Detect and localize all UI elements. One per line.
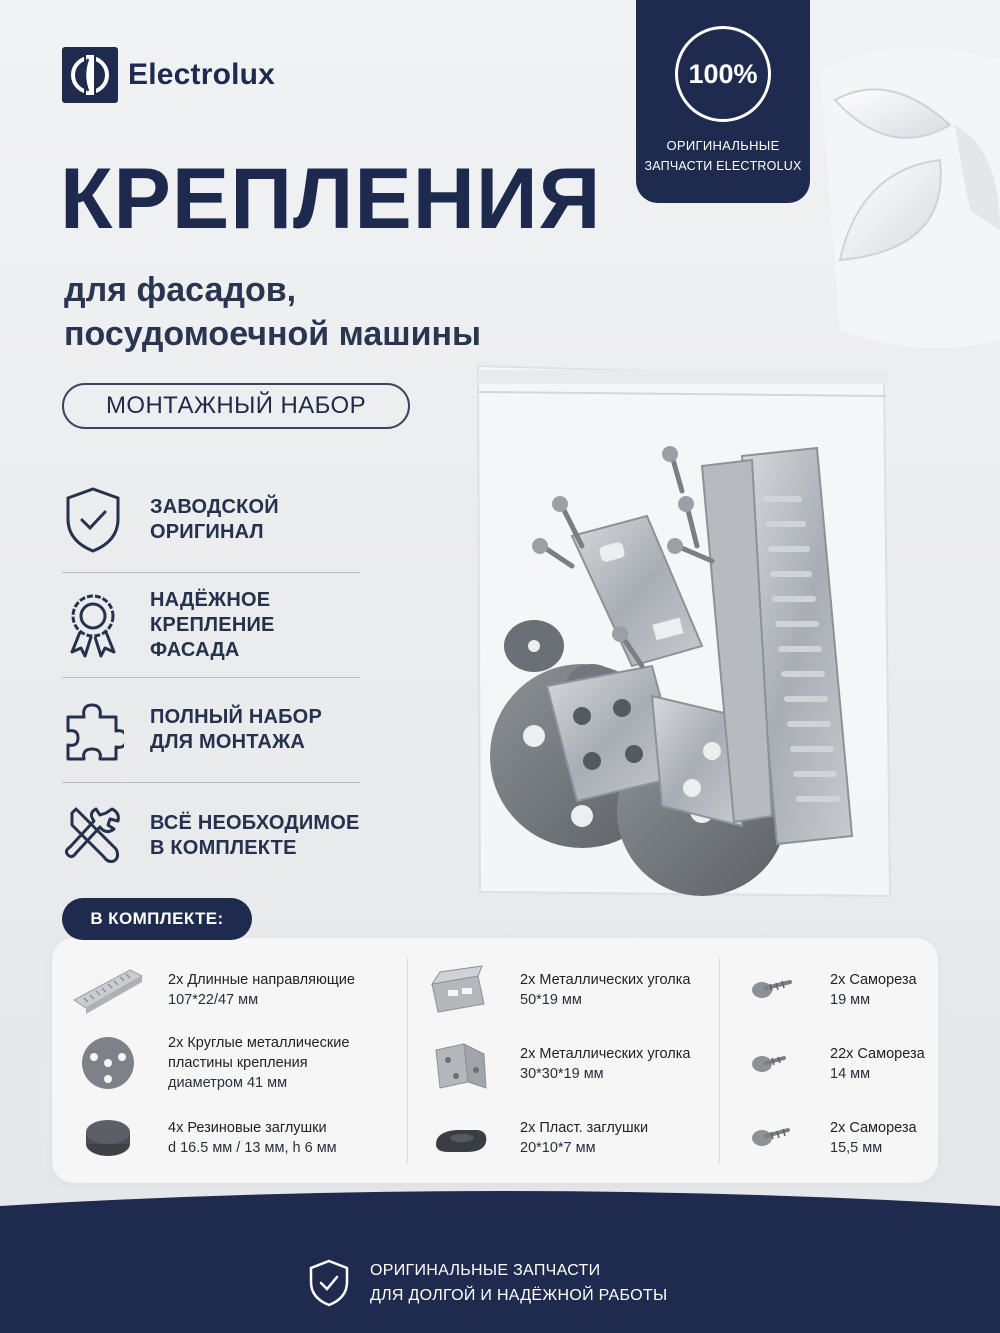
kit-item-spec: 15,5 мм xyxy=(830,1140,883,1156)
brand-logo xyxy=(62,47,275,103)
feature-line: ПОЛНЫЙ НАБОР xyxy=(150,706,322,728)
screw-icon xyxy=(732,1110,808,1166)
feature-item xyxy=(62,573,360,678)
plastic-plug-icon xyxy=(422,1110,498,1166)
kit-item-title: 4x Резиновые заглушки xyxy=(168,1120,327,1136)
shield-check-icon xyxy=(306,1258,352,1308)
screw-icon xyxy=(732,1036,808,1092)
kit-item xyxy=(732,962,917,1018)
feature-line: В КОМПЛЕКТЕ xyxy=(150,836,297,859)
kit-item-title: 22x Самореза xyxy=(830,1046,925,1062)
kit-item-title: 2x Круглые металлические xyxy=(168,1035,350,1051)
kit-item xyxy=(422,1036,690,1092)
original-parts-badge xyxy=(636,0,810,203)
round-plate-icon xyxy=(70,1035,146,1091)
subtitle-line-1: для фасадов, xyxy=(64,271,297,309)
kit-item xyxy=(732,1036,925,1092)
kit-item-title: 2x Самореза xyxy=(830,972,917,988)
kit-item-title: 2x Длинные направляющие xyxy=(168,972,355,988)
rubber-plug-icon xyxy=(70,1110,146,1166)
feature-item xyxy=(62,783,360,888)
badge-line-2: ЗАПЧАСТИ ELECTROLUX xyxy=(644,159,802,173)
feature-line: КРЕПЛЕНИЕ xyxy=(150,613,275,636)
feature-item xyxy=(62,468,360,573)
kit-item xyxy=(70,962,355,1018)
kit-item-spec: 30*30*19 мм xyxy=(520,1066,604,1082)
badge-percent: 100% xyxy=(675,26,771,122)
kit-item xyxy=(422,1110,648,1166)
decorative-wall-panel xyxy=(800,30,1000,360)
feature-item xyxy=(62,678,360,783)
electrolux-logo-icon xyxy=(62,47,118,103)
brand-name: Electrolux xyxy=(128,58,276,91)
footer-line-2: ДЛЯ ДОЛГОЙ И НАДЁЖНОЙ РАБОТЫ xyxy=(370,1287,668,1304)
feature-line: НАДЁЖНОЕ xyxy=(150,588,271,611)
feature-line: ДЛЯ МОНТАЖА xyxy=(150,731,305,753)
kit-item xyxy=(732,1110,917,1166)
kit-item-spec: d 16.5 мм / 13 мм, h 6 мм xyxy=(168,1140,337,1156)
award-ribbon-icon xyxy=(62,590,124,660)
kit-column-divider xyxy=(719,958,720,1163)
page-title: КРЕПЛЕНИЯ xyxy=(60,151,602,247)
metal-bracket-flat-icon xyxy=(422,962,498,1018)
shield-check-icon xyxy=(62,485,124,555)
kit-item-title: 2x Пласт. заглушки xyxy=(520,1120,649,1136)
footer-line-1: ОРИГИНАЛЬНЫЕ ЗАПЧАСТИ xyxy=(370,1262,601,1279)
feature-list xyxy=(62,468,360,888)
kit-item-spec: диаметром 41 мм xyxy=(168,1075,288,1091)
footer-note xyxy=(306,1258,667,1308)
kit-item-title: пластины крепления xyxy=(168,1055,308,1071)
feature-line: ЗАВОДСКОЙ xyxy=(150,496,279,518)
feature-line: ОРИГИНАЛ xyxy=(150,521,264,543)
kit-item xyxy=(70,1033,349,1093)
page-subtitle xyxy=(64,268,481,356)
kit-column-divider xyxy=(407,958,408,1163)
kit-item-spec: 50*19 мм xyxy=(520,992,582,1008)
kit-item-title: 2x Металлических уголка xyxy=(520,972,691,988)
kit-item xyxy=(422,962,690,1018)
long-rail-icon xyxy=(70,962,146,1018)
feature-line: ФАСАДА xyxy=(150,638,240,661)
kit-type-pill: МОНТАЖНЫЙ НАБОР xyxy=(62,383,410,429)
kit-item xyxy=(70,1110,337,1166)
kit-item-spec: 107*22/47 мм xyxy=(168,992,259,1008)
kit-item-spec: 14 мм xyxy=(830,1066,871,1082)
kit-item-spec: 20*10*7 мм xyxy=(520,1140,596,1156)
feature-line: ВСЁ НЕОБХОДИМОЕ xyxy=(150,811,360,834)
screw-icon xyxy=(732,962,808,1018)
kit-item-title: 2x Самореза xyxy=(830,1120,917,1136)
kit-item-spec: 19 мм xyxy=(830,992,871,1008)
badge-line-1: ОРИГИНАЛЬНЫЕ xyxy=(666,138,780,153)
subtitle-line-2: посудомоечной машины xyxy=(64,315,482,353)
kit-item-title: 2x Металлических уголка xyxy=(520,1046,691,1062)
product-bag-image xyxy=(472,356,912,916)
puzzle-icon xyxy=(62,695,124,765)
tools-icon xyxy=(62,801,124,871)
kit-contents-panel xyxy=(52,938,938,1183)
kit-heading: В КОМПЛЕКТЕ: xyxy=(62,898,252,940)
metal-bracket-corner-icon xyxy=(422,1036,498,1092)
